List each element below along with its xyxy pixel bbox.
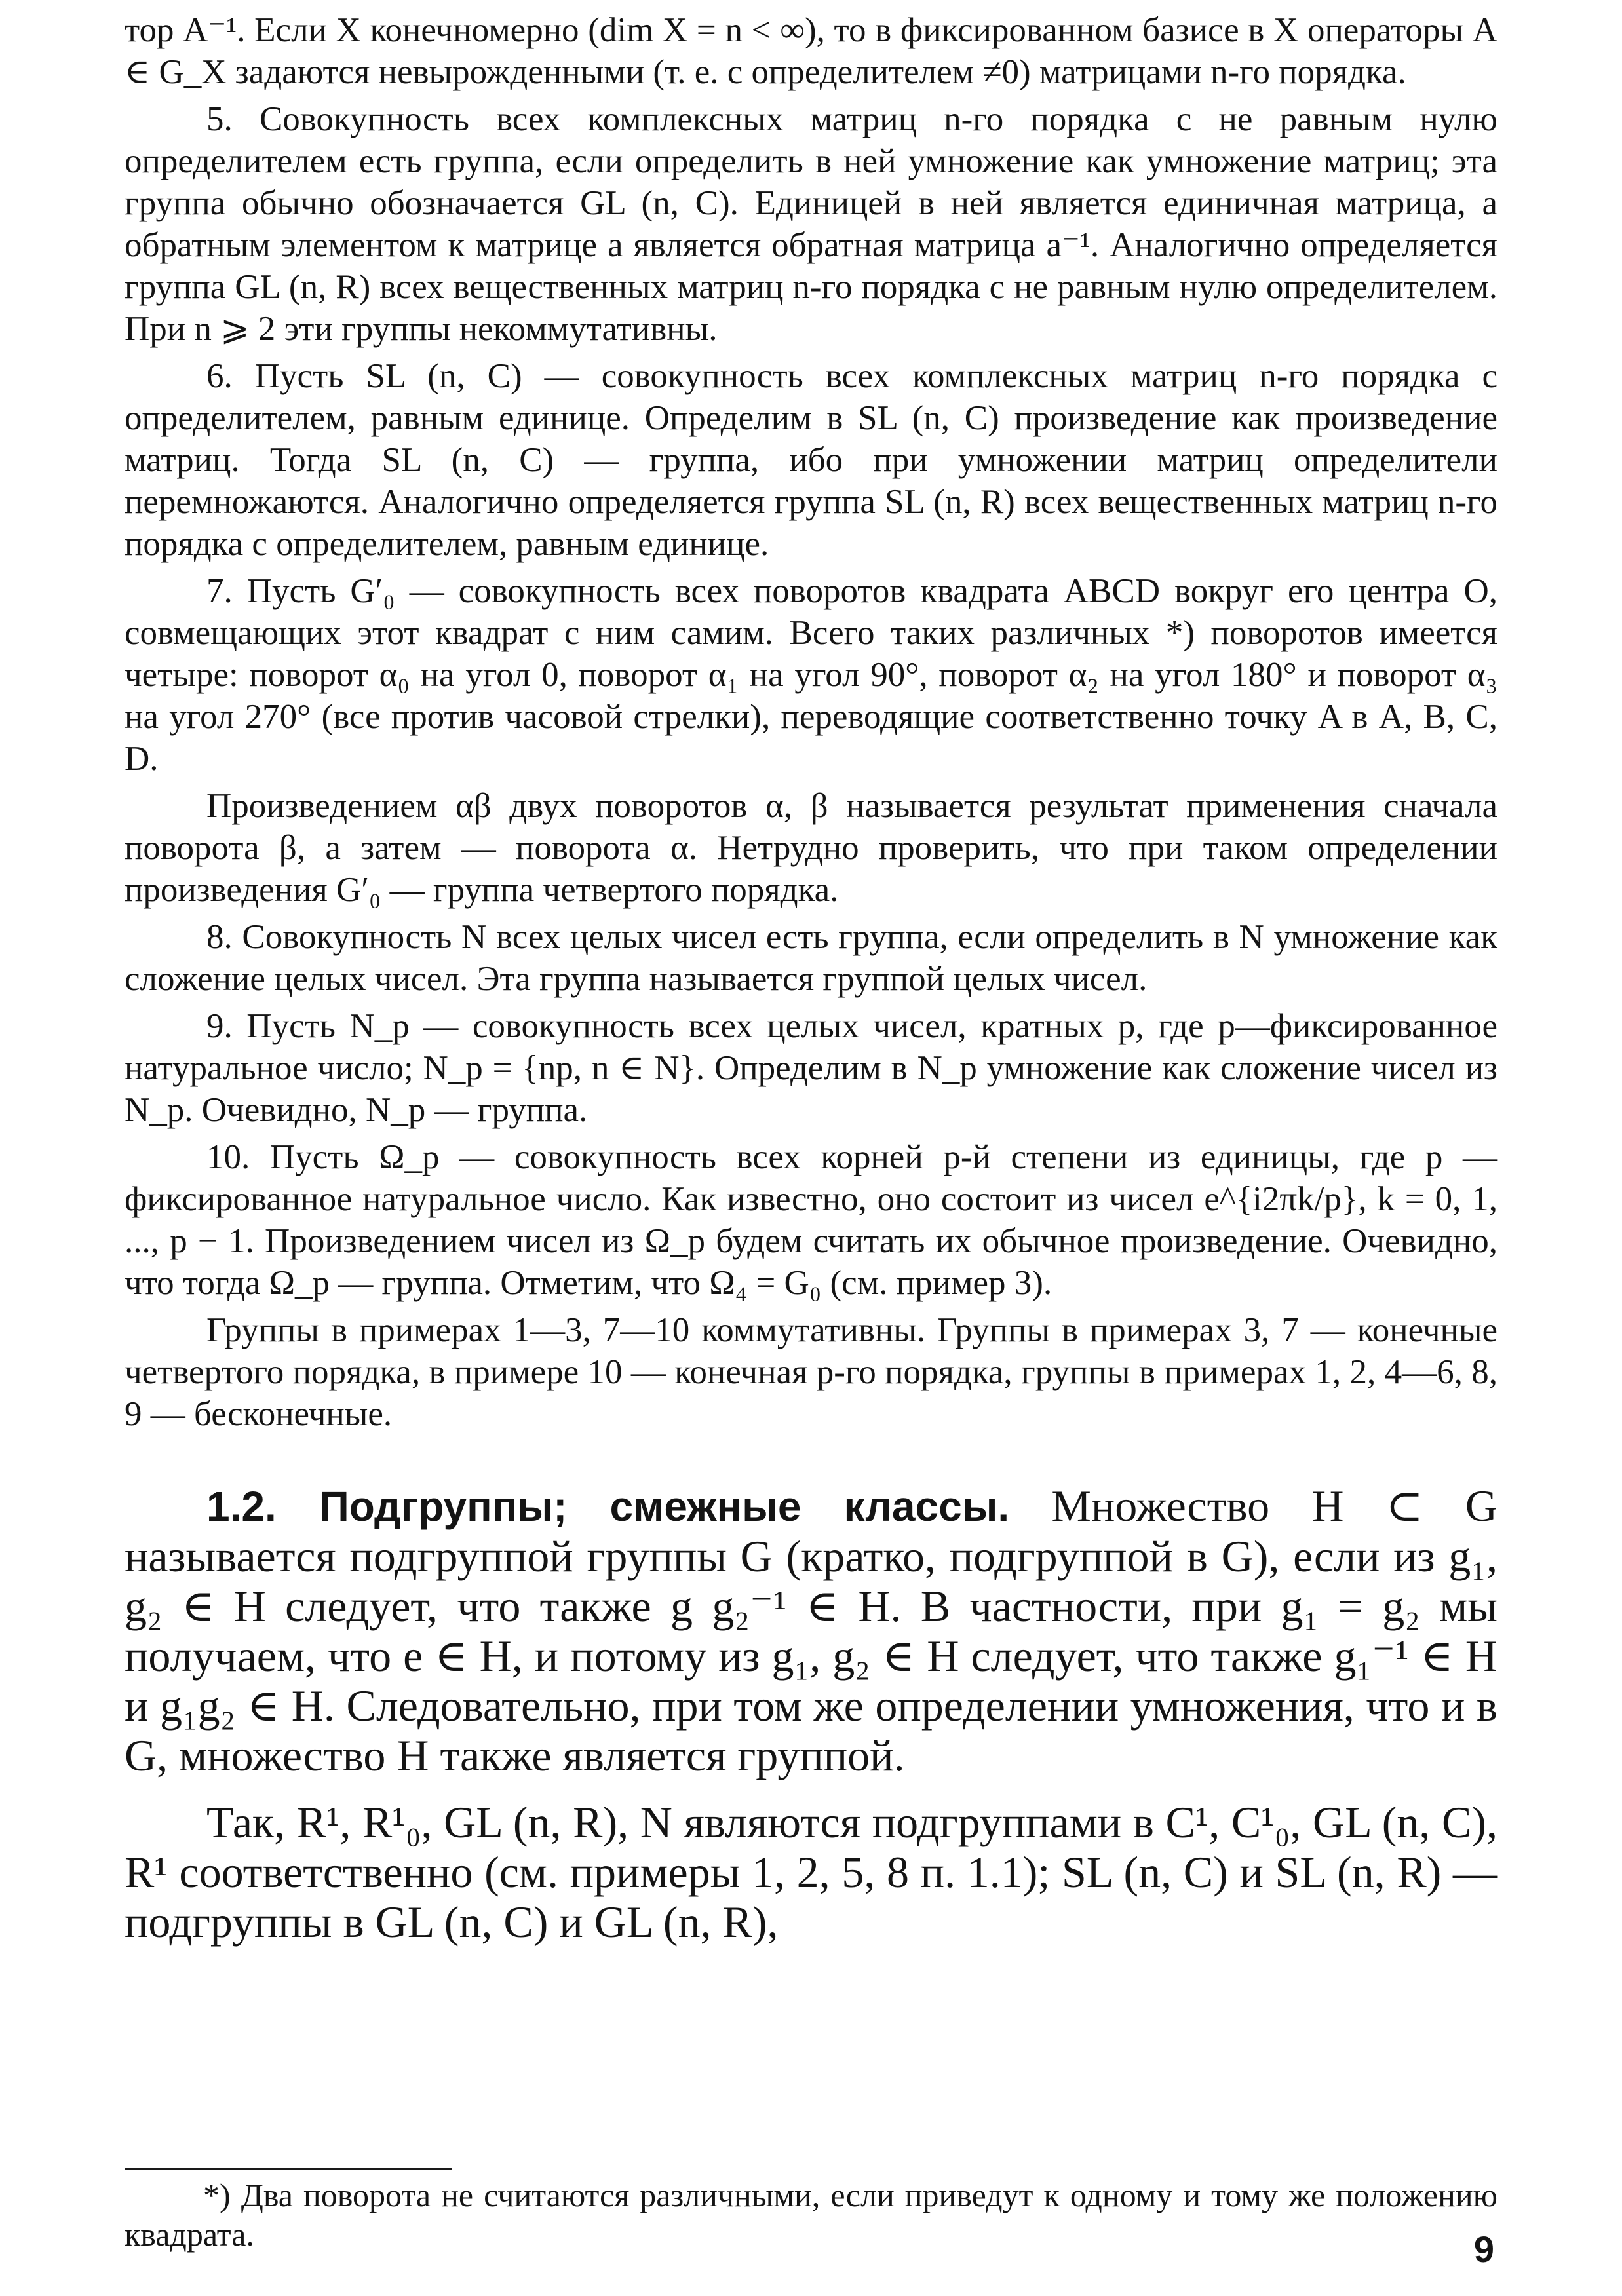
example-7: 7. Пусть G′₀ — совокупность всех поворотов квадрата ABCD вокруг его центра O, совмещающих этот квадрат с ним самим. Всего таких различных *) поворотов имеется четыре: поворот α₀ на угол 0, поворот α₁ на угол 90°, поворот α₂ на угол 180° и поворот α₃ на угол 270° (все против часовой стрелки), переводящие соответственно точку A в A, B, C, D. xyxy=(125,572,1497,778)
section-paragraph-2: Так, R¹, R¹₀, GL (n, R), N являются подгруппами в C¹, C¹₀, GL (n, C), R¹ соответственно (см. примеры 1, 2, 5, 8 п. 1.1); SL (n, C) и SL (n, R) — подгруппы в GL (n, C) и GL (n, R), xyxy=(125,1797,1497,1947)
footnote: *) Два поворота не считаются различными, если приведут к одному и тому же положению квадрата. xyxy=(125,2177,1497,2253)
example-9: 9. Пусть N_p — совокупность всех целых чисел, кратных p, где p—фиксированное натуральное число; N_p = {np, n ∈ N}. Определим в N_p умножение как сложение чисел из N_p. Очевидно, N_p — группа. xyxy=(125,1007,1497,1129)
examples-block xyxy=(125,9,1497,1435)
section-1-2 xyxy=(125,1481,1497,1947)
example-10: 10. Пусть Ω_p — совокупность всех корней p-й степени из единицы, где p — фиксированное натуральное число. Как известно, оно состоит из чисел e^{i2πk/p}, k = 0, 1, ..., p − 1. Произведением чисел из Ω_p будем считать их обычное произведение. Очевидно, что тогда Ω_p — группа. Отметим, что Ω₄ = G₀ (см. пример 3). xyxy=(125,1138,1497,1302)
paragraph-continuation: тор A⁻¹. Если X конечномерно (dim X = n < ∞), то в фиксированном базисе в X операторы A ∈ G_X задаются невырожденными (т. е. с определителем ≠0) матрицами n-го порядка. xyxy=(125,11,1497,91)
section-paragraph-1-text: Множество H ⊂ G называется подгруппой группы G (кратко, подгруппой в G), если из g₁, g₂ ∈ H следует, что также g g₂⁻¹ ∈ H. В частности, при g₁ = g₂ мы получаем, что e ∈ H, и потому из g₁, g₂ ∈ H следует, что также g₁⁻¹ ∈ H и g₁g₂ ∈ H. Следовательно, при том же определении умножения, что и в G, множество H также является группой. xyxy=(125,1481,1498,1780)
example-5: 5. Совокупность всех комплексных матриц n-го порядка с не равным нулю определителем есть группа, если определить в ней умножение как умножение матриц; эта группа обычно обозначается GL (n, C). Единицей в ней является единичная матрица, а обратным элементом к матрице a является обратная матрица a⁻¹. Аналогично определяется группа GL (n, R) всех вещественных матриц n-го порядка с не равным нулю определителем. При n ⩾ 2 эти группы некоммутативны. xyxy=(125,100,1497,348)
example-8: 8. Совокупность N всех целых чисел есть группа, если определить в N умножение как сложение целых чисел. Эта группа называется группой целых чисел. xyxy=(125,918,1497,998)
text-column xyxy=(125,9,1497,1947)
example-6: 6. Пусть SL (n, C) — совокупность всех комплексных матриц n-го порядка с определителем, равным единице. Определим в SL (n, C) произведение как произведение матриц. Тогда SL (n, C) — группа, ибо при умножении матриц определители перемножаются. Аналогично определяется группа SL (n, R) всех вещественных матриц n-го порядка с определителем, равным единице. xyxy=(125,357,1497,563)
footnote-rule xyxy=(125,2168,452,2170)
section-paragraph-1 xyxy=(125,1481,1497,1780)
section-heading: 1.2. Подгруппы; смежные классы. xyxy=(206,1483,1010,1530)
page-number: 9 xyxy=(1473,2229,1494,2270)
examples-summary: Группы в примерах 1—3, 7—10 коммутативны. Группы в примерах 3, 7 — конечные четвертого порядка, в примере 10 — конечная p-го порядка, группы в примерах 1, 2, 4—6, 8, 9 — бесконечные. xyxy=(125,1311,1497,1433)
example-7-product: Произведением αβ двух поворотов α, β называется результат применения сначала поворота β, а затем — поворота α. Нетрудно проверить, что при таком определении произведения G′₀ — группа четвертого порядка. xyxy=(125,787,1497,909)
